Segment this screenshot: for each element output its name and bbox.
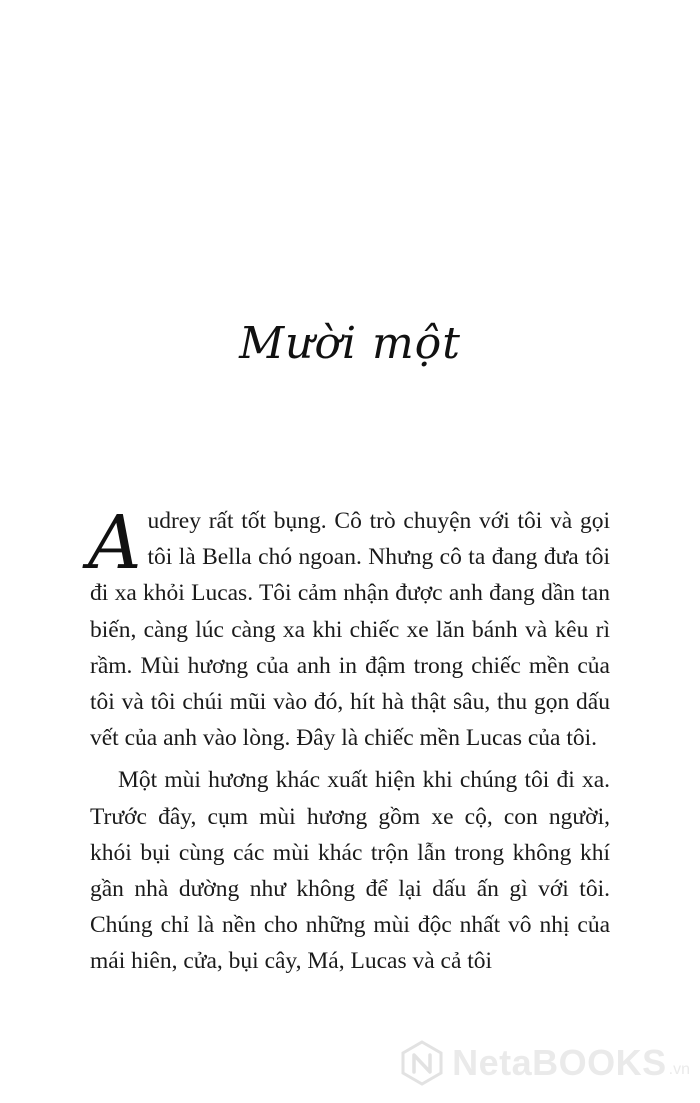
- watermark-text: NetaBOOKS: [452, 1042, 667, 1083]
- chapter-title: Mười một: [239, 318, 461, 369]
- watermark: [398, 1039, 690, 1087]
- paragraph-1: [88, 500, 610, 756]
- drop-cap: A: [88, 500, 142, 586]
- paragraph-2: Một mùi hương khác xuất hiện khi chúng tôi đi xa. Trước đây, cụm mùi hương gồm xe cộ, con người, khói bụi cùng các mùi khác trộn lẫn trong không khí gần nhà dường như không để lại dấu ấn gì với tôi. Chúng chỉ là nền cho những mùi độc nhất vô nhị của mái hiên, cửa, bụi cây, Má, Lucas và cả tôi: [90, 767, 610, 975]
- chapter-body: [88, 500, 610, 980]
- netabooks-logo-icon: [398, 1039, 446, 1087]
- watermark-suffix: .vn: [668, 1061, 690, 1078]
- paragraph-1-text: udrey rất tốt bụng. Cô trò chuyện với tôi và gọi tôi là Bella chó ngoan. Nhưng cô ta đang đưa tôi đi xa khỏi Lucas. Tôi cảm nhận được anh đang dần tan biến, càng lúc càng xa khi chiếc xe lăn bánh và kêu rì rầm. Mùi hương của anh in đậm trong chiếc mền của tôi và tôi chúi mũi vào đó, hít hà thật sâu, thu gọn dấu vết của anh vào lòng. Đây là chiếc mền Lucas của tôi.: [90, 508, 610, 752]
